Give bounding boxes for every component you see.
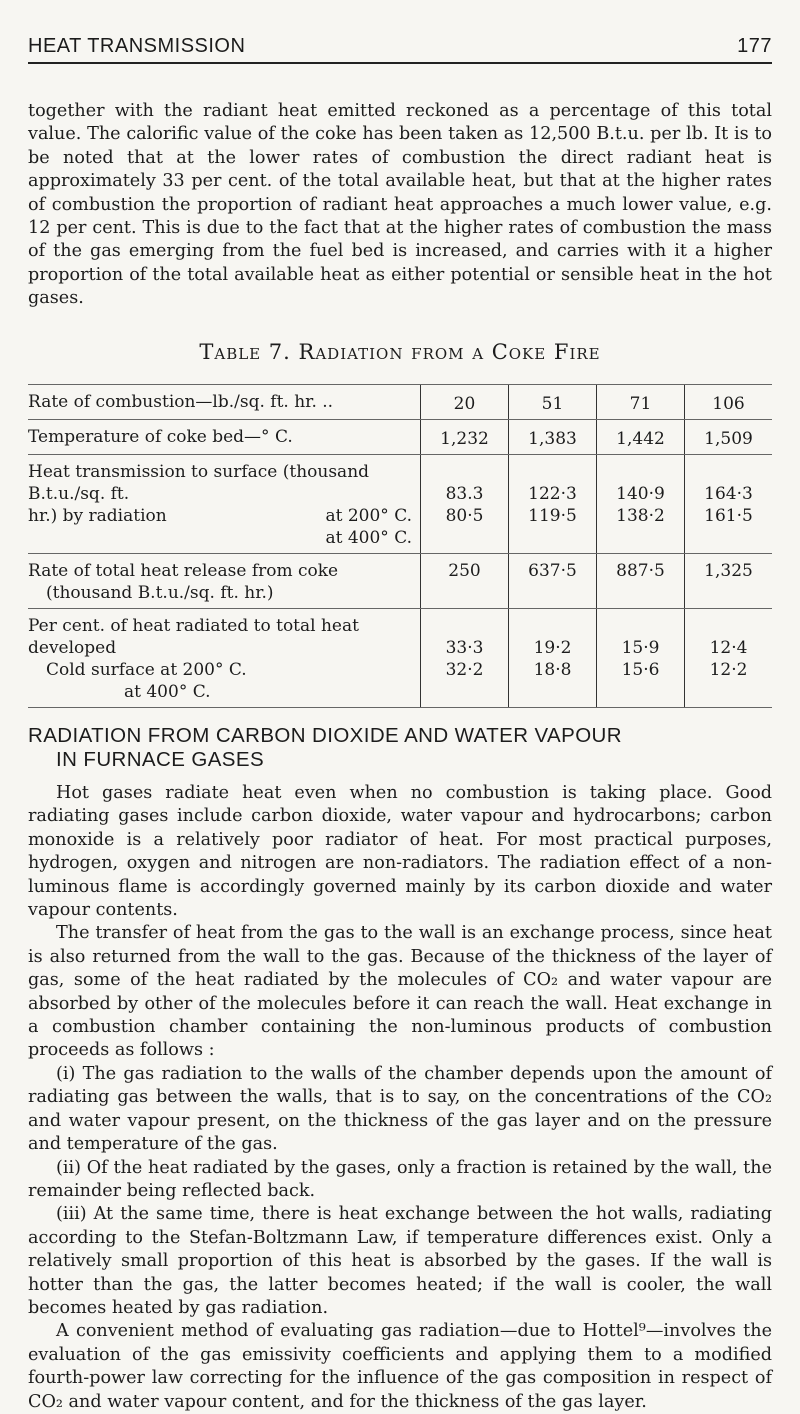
table-cell: 1,383 [508, 420, 596, 454]
body-paragraph: (i) The gas radiation to the walls of the chamber depends upon the amount of radiating gas between the walls, that is to say, on the concentrations of the CO₂ and water vapour present, on the thickness of the gas layer and on the pressure and temperature of the gas. [28, 1063, 772, 1155]
table-cell: 1,442 [596, 420, 684, 454]
section-heading-line: IN FURNACE GASES [56, 748, 265, 771]
body-paragraph: (iii) At the same time, there is heat exchange between the hot walls, radiating according to the Stefan-Boltzmann Law, if temperature differences exist. Only a relatively small proportion of this heat is absorbed by the gases. If the wall is hotter than the gas, the latter becomes heated; if the wall is cooler, the wall becomes heated by gas radiation. [28, 1204, 772, 1318]
row-label [28, 455, 420, 553]
body-paragraph: A convenient method of evaluating gas radiation—due to Hottel⁹—involves the evaluation of the gas emissivity coefficients and applying them to a modified fourth-power law correcting for the influence of the gas composition in respect of CO₂ and water vapour content, and for the thickness of the gas layer. [28, 1321, 772, 1412]
row-label-line: hr.) by radiation [28, 506, 167, 526]
row-label-line: Per cent. of heat radiated to total heat developed [28, 616, 359, 658]
table-cell: 887·5 [596, 554, 684, 608]
row-label-line: Rate of total heat release from coke [28, 561, 339, 581]
table-cell: 20 [420, 385, 508, 419]
table-cell: 33·3 32·2 [420, 609, 508, 707]
table-row [28, 384, 772, 419]
row-label-line: Heat transmission to surface (thousand B.t.u./sq. ft. [28, 462, 370, 504]
table-title: Table 7. Radiation from a Coke Fire [199, 340, 601, 364]
table-cell: 164·3 161·5 [684, 455, 772, 553]
table-cell: 140·9 138·2 [596, 455, 684, 553]
section-heading-line: RADIATION FROM CARBON DIOXIDE AND WATER VAPOUR [28, 724, 622, 747]
table-row [28, 419, 772, 454]
table-row [28, 553, 772, 608]
body-text [28, 782, 772, 1414]
table-cell: 83.3 80·5 [420, 455, 508, 553]
row-label-line: (thousand B.t.u./sq. ft. hr.) [46, 583, 274, 603]
table-cell: 637·5 [508, 554, 596, 608]
table-row [28, 608, 772, 708]
table-cell: 12·4 12·2 [684, 609, 772, 707]
table-cell: 106 [684, 385, 772, 419]
table-cell: 122·3 119·5 [508, 455, 596, 553]
intro-paragraph: together with the radiant heat emitted reckoned as a percentage of this total value. The calorific value of the coke has been taken as 12,500 B.t.u. per lb. It is to be noted that at the lower rates of combustion the direct radiant heat is approximately 33 per cent. of the total available heat, but that at the higher rates of combustion the proportion of radiant heat approaches a much lower value, e.g. 12 per cent. This is due to the fact that at the higher rates of combustion the mass of the gas emerging from the fuel bed is increased, and carries with it a higher proportion of the total available heat as either potential or sensible heat in the hot gases. [28, 101, 772, 309]
table-row [28, 454, 772, 553]
table-cell: 15·9 15·6 [596, 609, 684, 707]
table-cell: 71 [596, 385, 684, 419]
body-paragraph: The transfer of heat from the gas to the wall is an exchange process, since heat is also returned from the wall to the gas. Because of the thickness of the layer of gas, some of the heat radiated by the molecules of CO₂ and water vapour are absorbed by other of the molecules before it can reach the wall. Heat exchange in a combustion chamber containing the non-luminous products of combustion proceeds as follows : [28, 923, 772, 1061]
running-header [28, 22, 772, 64]
table-cell: 1,232 [420, 420, 508, 454]
row-label [28, 609, 420, 707]
table-cell: 51 [508, 385, 596, 419]
page-number: 177 [737, 35, 772, 57]
row-label: Rate of combustion—lb./sq. ft. hr. .. [28, 392, 334, 412]
table-cell: 1,509 [684, 420, 772, 454]
row-label [28, 554, 420, 608]
section-heading [28, 724, 772, 772]
row-sublabel: at 400° C. [325, 528, 412, 548]
table-cell: 1,325 [684, 554, 772, 608]
row-sublabel: at 400° C. [124, 682, 211, 702]
table-cell: 19·2 18·8 [508, 609, 596, 707]
body-paragraph: Hot gases radiate heat even when no combustion is taking place. Good radiating gases include carbon dioxide, water vapour and hydrocarbons; carbon monoxide is a relatively poor radiator of heat. For most practical purposes, hydrogen, oxygen and nitrogen are non-radiators. The radiation effect of a non-luminous flame is accordingly governed mainly by its carbon dioxide and water vapour contents. [28, 783, 772, 921]
row-sublabel: at 200° C. [325, 506, 412, 526]
row-label: Temperature of coke bed—° C. [28, 427, 293, 447]
row-sublabel: Cold surface at 200° C. [46, 660, 247, 680]
table-cell: 250 [420, 554, 508, 608]
header-title: HEAT TRANSMISSION [28, 35, 246, 57]
body-paragraph: (ii) Of the heat radiated by the gases, only a fraction is retained by the wall, the remainder being reflected back. [28, 1157, 772, 1201]
radiation-table [28, 384, 772, 708]
